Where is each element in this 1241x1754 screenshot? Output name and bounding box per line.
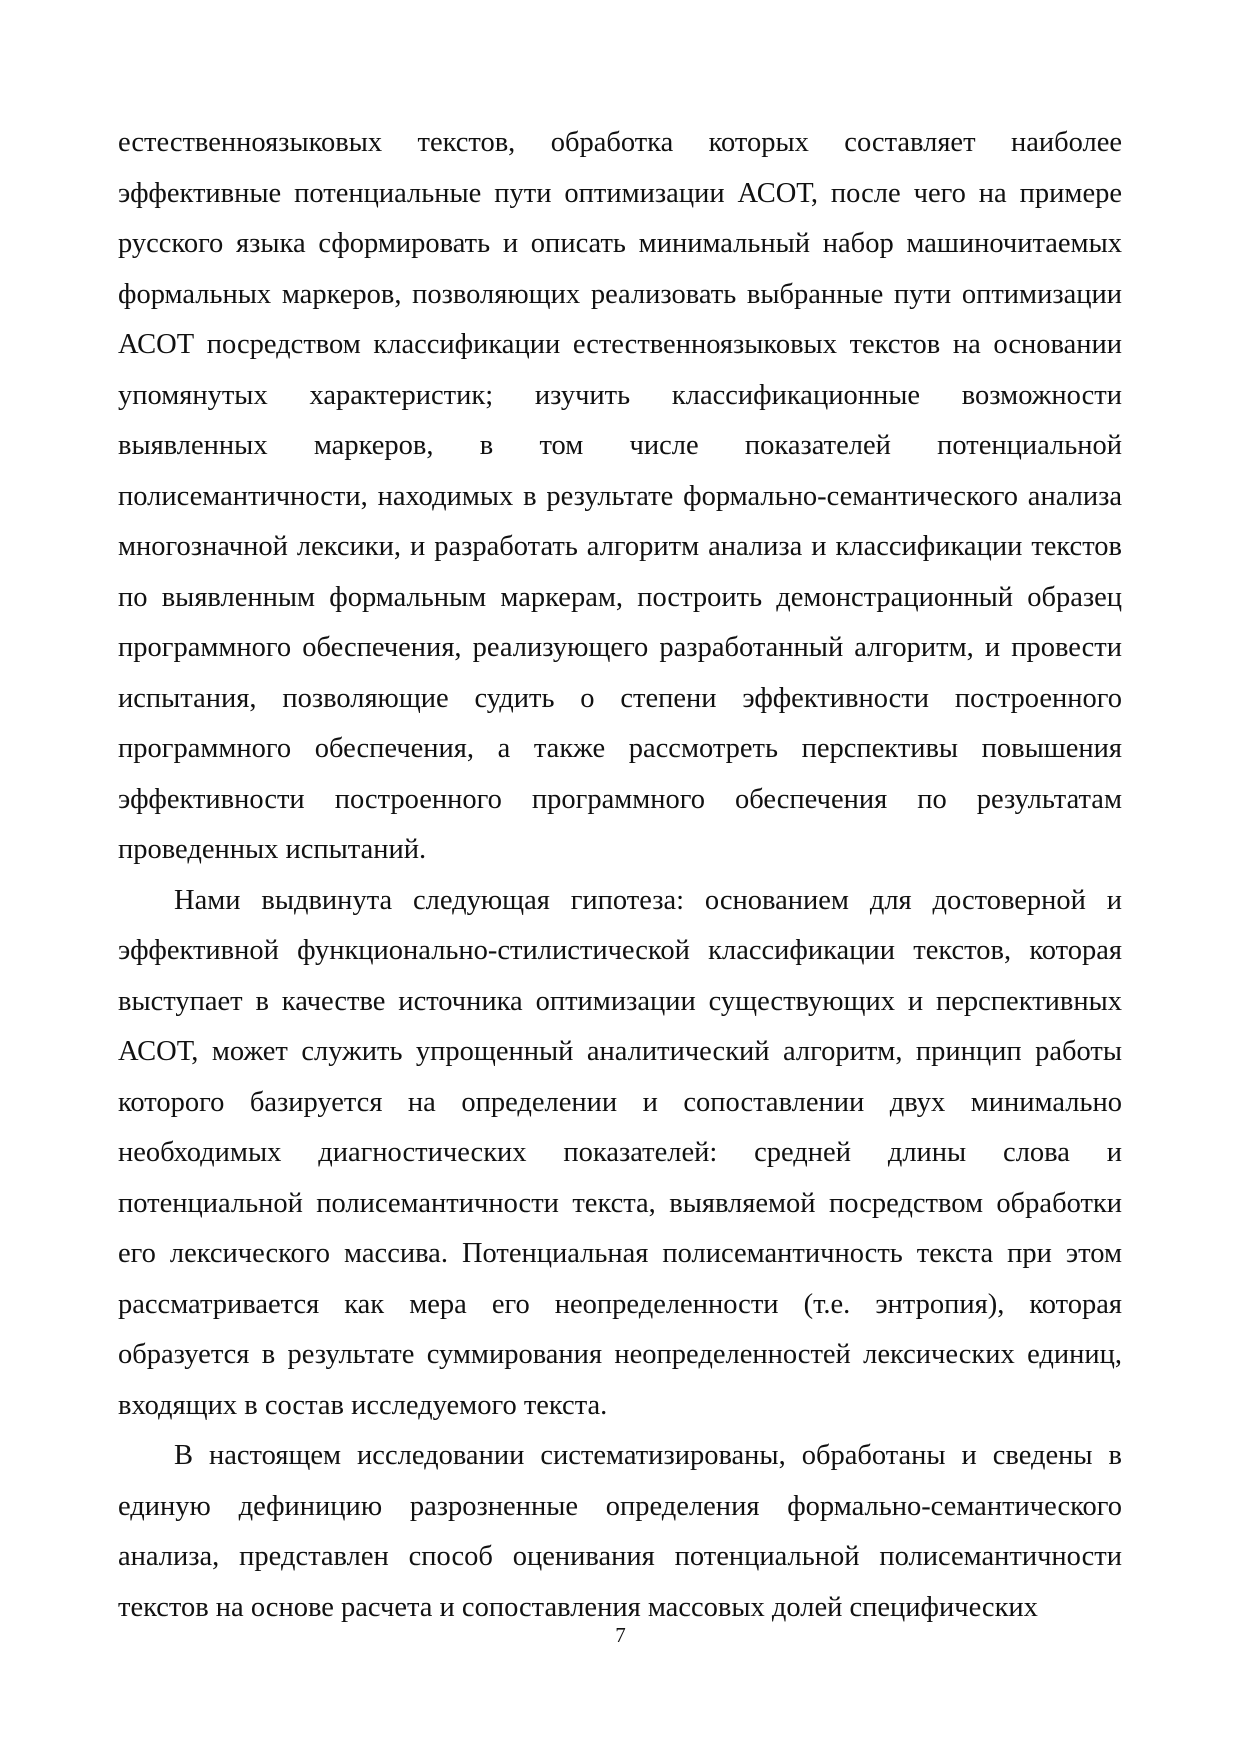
paragraph-continuation: естественноязыковых текстов, обработка которых составляет наиболее эффективные потенциальные пути оптимизации АСОТ, после чего на примере русского языка сформировать и описать минимальный набор машиночитаемых формальных маркеров, позволяющих реализовать выбранные пути оптимизации АСОТ посредством классификации естественноязыковых текстов на основании упомянутых характеристик; изучить классификационные возможности выявленных маркеров, в том числе показателей потенциальной полисемантичности, находимых в результате формально-семантического анализа многозначной лексики, и разработать алгоритм анализа и классификации текстов по выявленным формальным маркерам, построить демонстрационный образец программного обеспечения, реализующего разработанный алгоритм, и провести испытания, позволяющие судить о степени эффективности построенного программного обеспечения, а также рассмотреть перспективы повышения эффективности построенного программного обеспечения по результатам проведенных испытаний. (118, 127, 1122, 865)
paragraph-research-results: В настоящем исследовании систематизированы, обработаны и сведены в единую дефиницию разрозненные определения формально-семантического анализа, представлен способ оценивания потенциальной полисемантичности текстов на основе расчета и сопоставления массовых долей специфических (118, 1440, 1122, 1623)
paragraph-hypothesis: Нами выдвинута следующая гипотеза: основанием для достоверной и эффективной функционально-стилистической классификации текстов, которая выступает в качестве источника оптимизации существующих и перспективных АСОТ, может служить упрощенный аналитический алгоритм, принцип работы которого базируется на определении и сопоставлении двух минимально необходимых диагностических показателей: средней длины слова и потенциальной полисемантичности текста, выявляемой посредством обработки его лексического массива. Потенциальная полисемантичность текста при этом рассматривается как мера его неопределенности (т.е. энтропия), которая образуется в результате суммирования неопределенностей лексических единиц, входящих в состав исследуемого текста. (118, 884, 1122, 1421)
body-text (118, 118, 1122, 1633)
page-number: 7 (615, 1623, 626, 1647)
